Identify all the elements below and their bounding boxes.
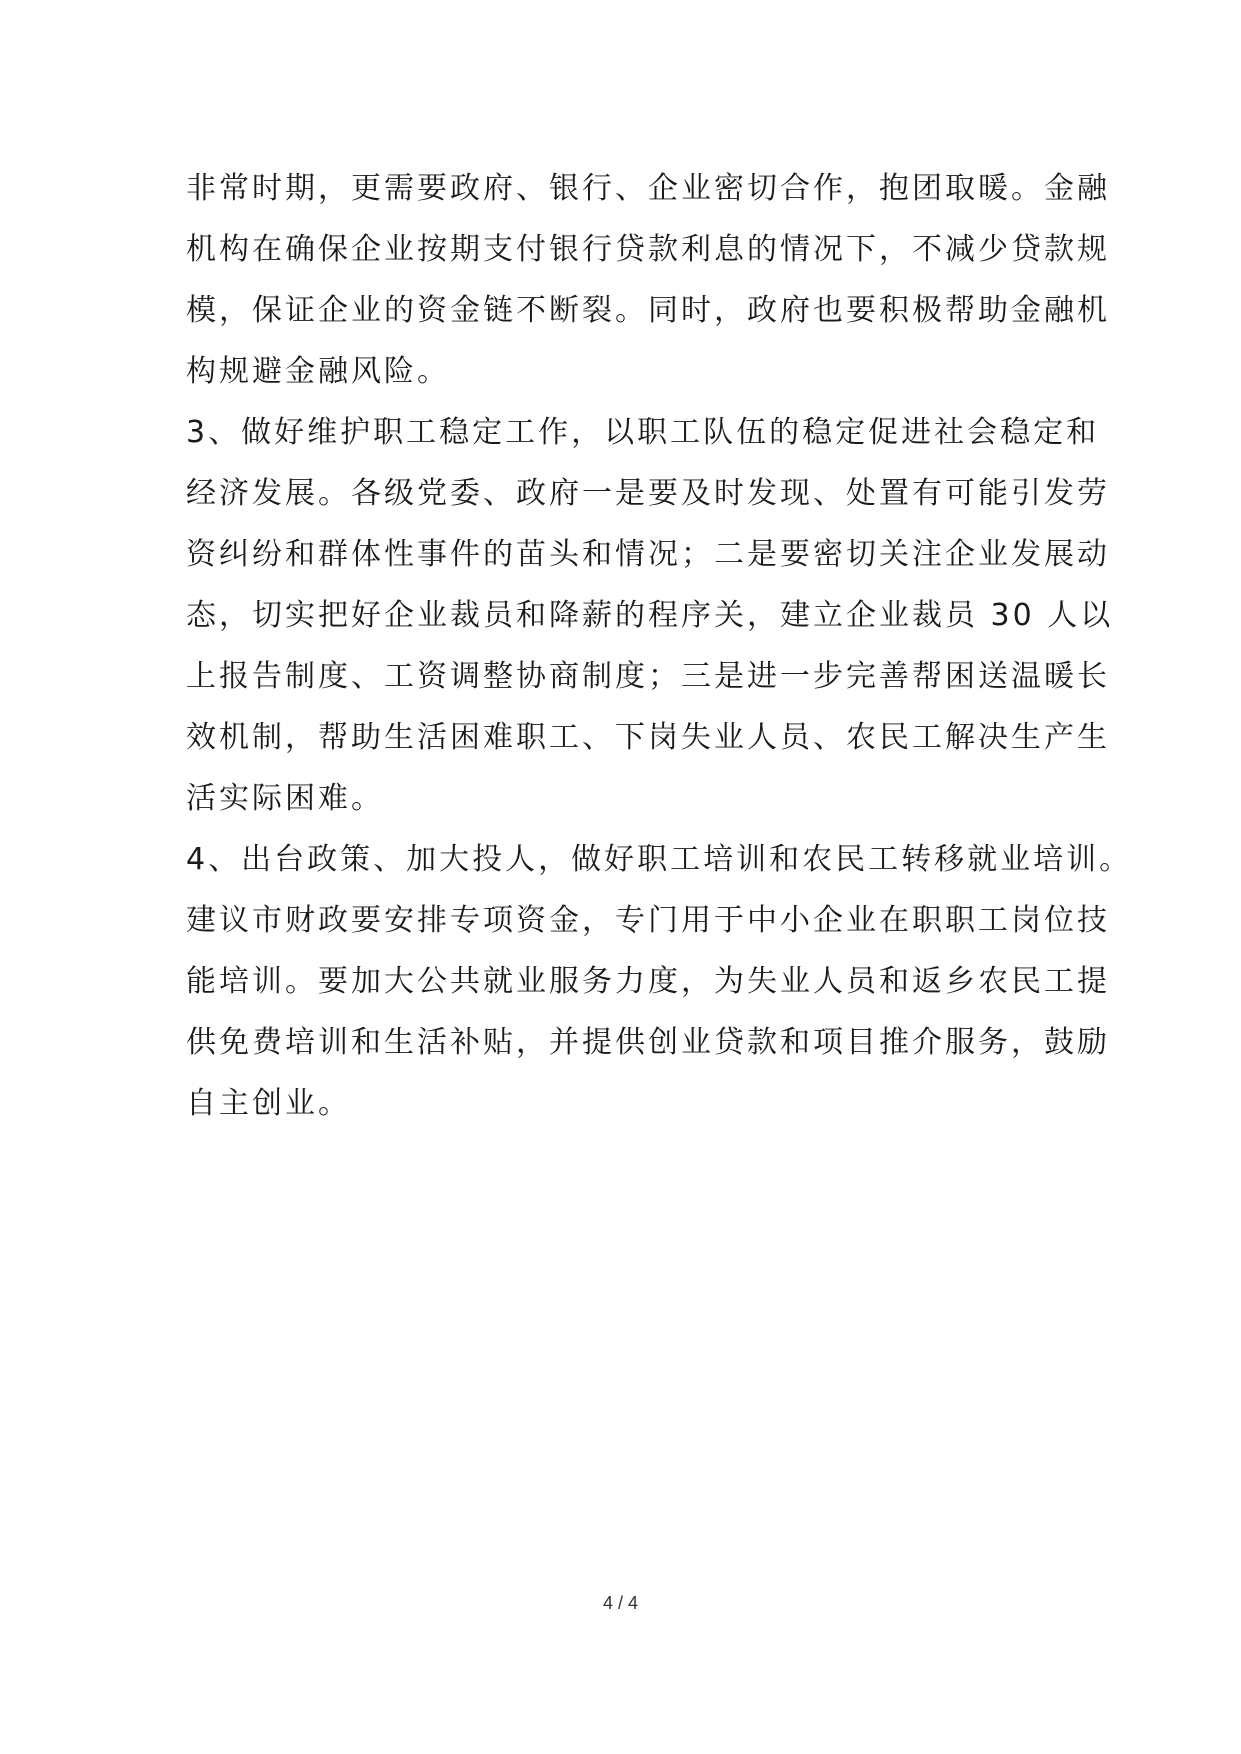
text-line: 非常时期，更需要政府、银行、企业密切合作，抱团取暖。金融 xyxy=(186,171,1110,206)
text-line: 3、做好维护职工稳定工作，以职工队伍的稳定促进社会稳定和 xyxy=(186,415,1100,450)
text-line: 效机制，帮助生活困难职工、下岗失业人员、农民工解决生产生 xyxy=(186,720,1110,755)
text-line: 能培训。要加大公共就业服务力度，为失业人员和返乡农民工提 xyxy=(186,964,1110,999)
text-line: 态，切实把好企业裁员和降薪的程序关，建立企业裁员 30 人以 xyxy=(186,598,1114,633)
body-text xyxy=(186,158,1133,1134)
text-line: 机构在确保企业按期支付银行贷款利息的情况下，不减少贷款规 xyxy=(186,232,1110,267)
text-line: 供免费培训和生活补贴，并提供创业贷款和项目推介服务，鼓励 xyxy=(186,1025,1110,1060)
text-line: 4、出台政策、加大投人，做好职工培训和农民工转移就业培训。 xyxy=(186,842,1133,877)
text-line: 建议市财政要安排专项资金，专门用于中小企业在职职工岗位技 xyxy=(186,903,1110,938)
text-line: 自主创业。 xyxy=(186,1086,351,1121)
page-number: 4 / 4 xyxy=(602,1593,639,1613)
text-line: 模，保证企业的资金链不断裂。同时，政府也要积极帮助金融机 xyxy=(186,293,1110,328)
text-line: 活实际困难。 xyxy=(186,781,384,816)
text-line: 构规避金融风险。 xyxy=(186,354,450,389)
text-line: 资纠纷和群体性事件的苗头和情况；二是要密切关注企业发展动 xyxy=(186,537,1110,572)
text-line: 经济发展。各级党委、政府一是要及时发现、处置有可能引发劳 xyxy=(186,476,1110,511)
text-line: 上报告制度、工资调整协商制度；三是进一步完善帮困送温暖长 xyxy=(186,659,1110,694)
